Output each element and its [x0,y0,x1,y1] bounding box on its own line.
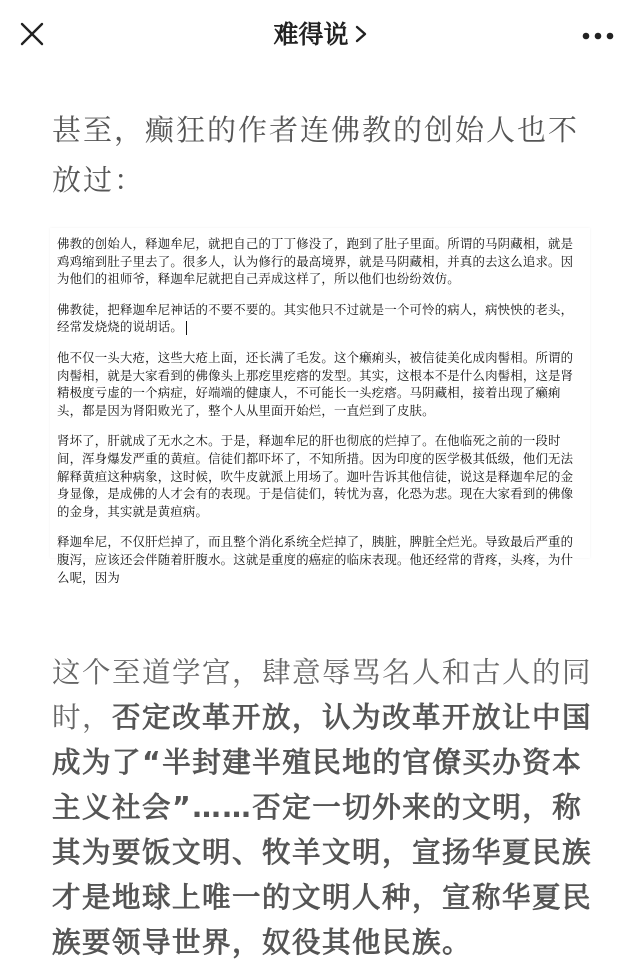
body-bold-text: 否定改革开放，认为改革开放让中国成为了“半封建半殖民地的官僚买办资本主义社会”……否定一切外来的文明，称其为要饭文明、牧羊文明，宣扬华夏民族才是地球上唯一的文明人种，宣称华夏民族要领导世界，奴役其他民族。 [52,701,593,959]
quote-paragraph-2-text: 佛教徒，把释迦牟尼神话的不要不要的。其实他只不过就是一个可怜的病人，病怏怏的老头，经常发烧烧的说胡话。 [57,301,574,335]
account-title-link[interactable] [0,18,640,52]
chevron-right-icon [355,25,367,43]
text-caret [186,321,187,335]
intro-paragraph: 甚至，癫狂的作者连佛教的创始人也不放过： [52,113,580,197]
quote-paragraph-4: 肾坏了，肝就成了无水之木。于是，释迦牟尼的肝也彻底的烂掉了。在他临死之前的一段时间，浑身爆发严重的黄疸。信徒们都吓坏了，不知所措。因为印度的医学极其低级，他们无法解释黄疸这种病象，这时候，吹牛皮就派上用场了。迦叶告诉其他信徒，说这是释迦牟尼的金身显像，是成佛的人才会有的表现。于是信徒们，转忧为喜，化恐为悲。现在大家看到的佛像的金身，其实就是黄疸病。 [57,433,574,519]
account-name: 难得说 [273,20,349,49]
more-button[interactable] [578,22,618,50]
quoted-text-image[interactable] [50,228,590,585]
body-paragraph [52,650,600,965]
quote-paragraph-2 [57,301,584,336]
quote-paragraph-5: 释迦牟尼，不仅肝烂掉了，而且整个消化系统全烂掉了，胰脏，脾脏全烂光。导致最后严重的腹泻，应该还会伴随着肝腹水。这就是重度的癌症的临床表现。他还经常的背疼，头疼，为什么呢，因为 [57,534,574,585]
more-horizontal-icon [582,32,614,40]
quote-paragraph-3: 他不仅一头大疮，这些大疮上面，还长满了毛发。这个癞痢头，被信徒美化成肉髻相。所谓的肉髻相，就是大家看到的佛像头上那疙里疙瘩的发型。其实，这根本不是什么肉髻相，这是肾精极度亏虚的一个病症，好端端的健康人，不可能长一头疙瘩。马阴藏相，接着出现了癞痢头，都是因为肾阳败光了，整个人从里面开始烂，一直烂到了皮肤。 [57,349,574,418]
top-bar [0,0,640,72]
quote-paragraph-1: 佛教的创始人，释迦牟尼，就把自己的丁丁修没了，跑到了肚子里面。所谓的马阴藏相，就是鸡鸡缩到肚子里去了。很多人，认为修行的最高境界，就是马阴藏相，并真的去这么追求。因为他们的祖师爷，释迦牟尼就把自己弄成这样了，所以他们也纷纷效仿。 [57,236,574,287]
body-plain-text: 这个至道学宫，肆意辱骂名人和古人的同时， [52,656,593,734]
